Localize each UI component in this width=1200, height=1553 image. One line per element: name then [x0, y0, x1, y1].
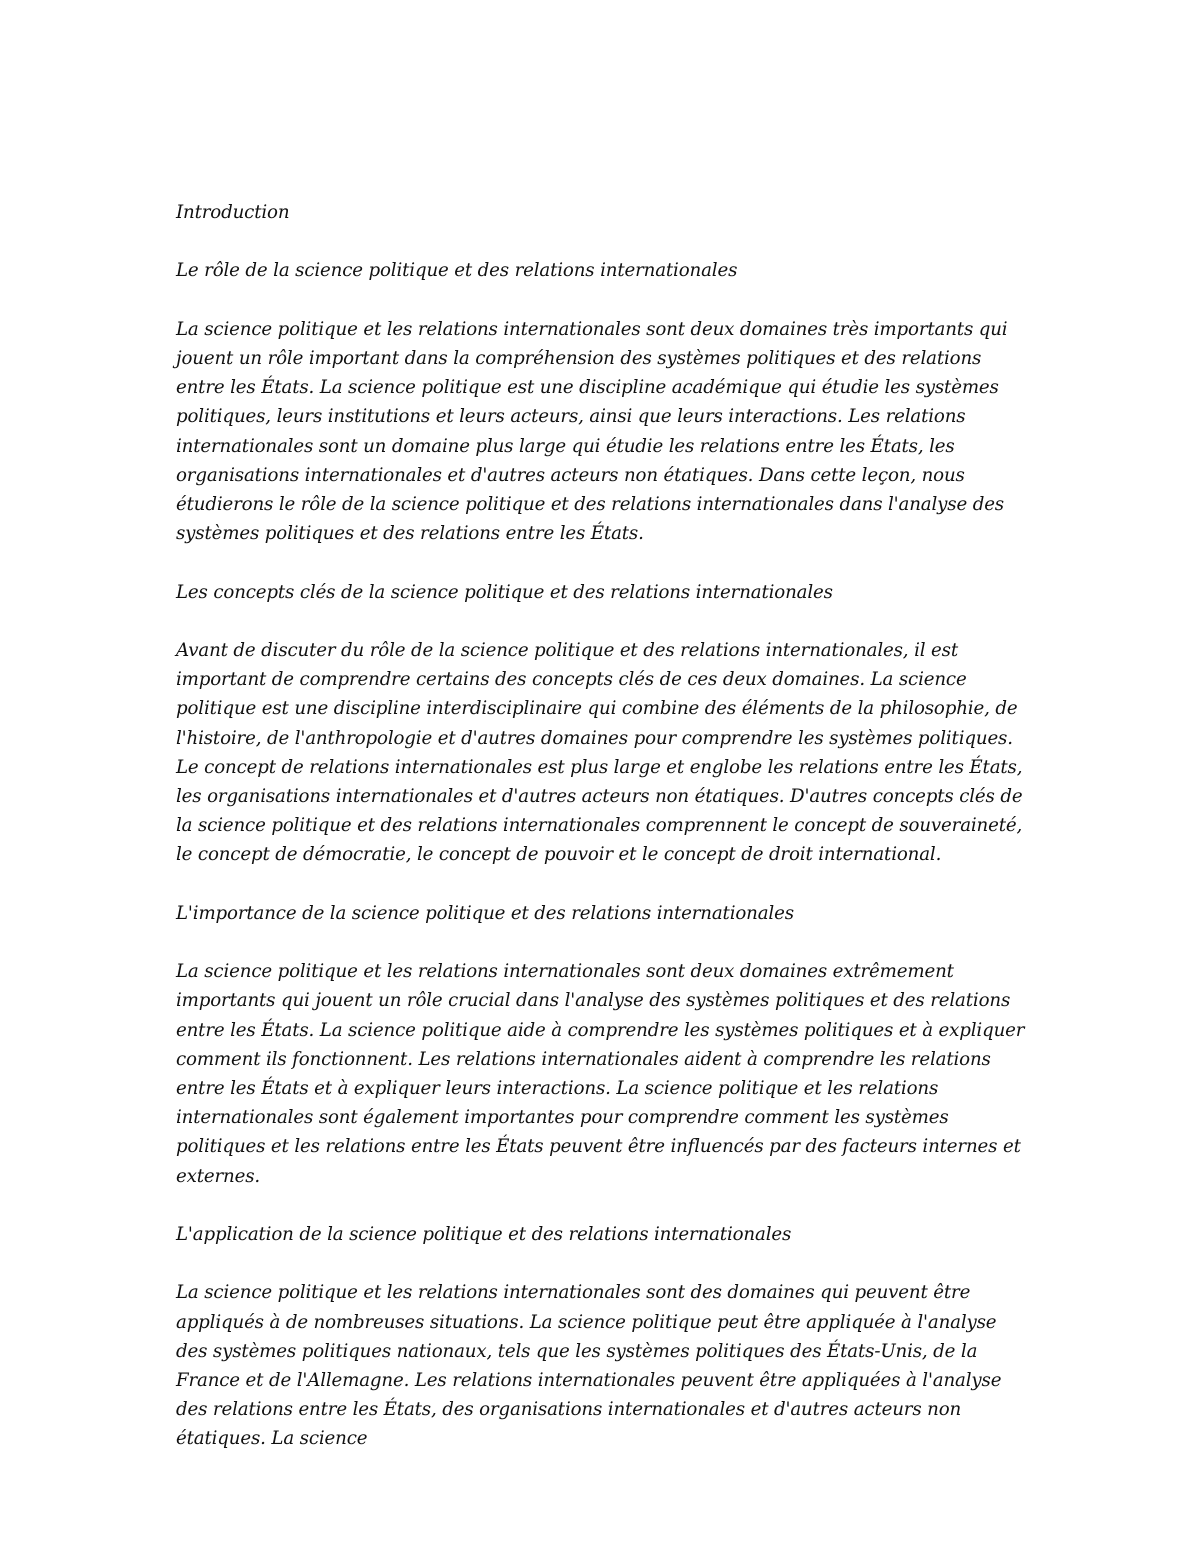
document-title: Introduction — [176, 202, 290, 223]
document-body — [176, 198, 1026, 1454]
section-heading-application: L'application de la science politique et des relations internationales — [176, 1224, 792, 1245]
section-heading-role: Le rôle de la science politique et des relations internationales — [176, 260, 738, 282]
section-heading-importance: L'importance de la science politique et des relations internationales — [176, 902, 794, 924]
section-paragraph-application: La science politique et les relations internationales sont des domaines qui peuvent être appliqués à de nombreuses situations. La science politique peut être appliquée à l'analyse des systèmes politiques nationaux, tels que les systèmes politiques des États-Unis, de la France et de l'Allemagne. Les relations internationales peuvent être appliquées à l'analyse des relations entre les États, des organisations internationales et d'autres acteurs non étatiques. La science — [176, 1282, 1002, 1450]
section-paragraph-role: La science politique et les relations internationales sont deux domaines très importants qui jouent un rôle important dans la compréhension des systèmes politiques et des relations entre les États. La science politique est une discipline académique qui étudie les systèmes politiques, leurs institutions et leurs acteurs, ainsi que leurs interactions. Les relations internationales sont un domaine plus large qui étudie les relations entre les États, les organisations internationales et d'autres acteurs non étatiques. Dans cette leçon, nous étudierons le rôle de la science politique et des relations internationales dans l'analyse des systèmes politiques et des relations entre les États. — [176, 318, 1008, 545]
section-heading-concepts: Les concepts clés de la science politique et des relations internationales — [176, 581, 833, 603]
section-paragraph-concepts: Avant de discuter du rôle de la science politique et des relations internationales, il est important de comprendre certains des concepts clés de ces deux domaines. La science politique est une discipline interdisciplinaire qui combine des éléments de la philosophie, de l'histoire, de l'anthropologie et d'autres domaines pour comprendre les systèmes politiques. Le concept de relations internationales est plus large et englobe les relations entre les États, les organisations internationales et d'autres acteurs non étatiques. D'autres concepts clés de la science politique et des relations internationales comprennent le concept de souveraineté, le concept de démocratie, le concept de pouvoir et le concept de droit international. — [176, 639, 1023, 866]
section-paragraph-importance: La science politique et les relations internationales sont deux domaines extrêmement importants qui jouent un rôle crucial dans l'analyse des systèmes politiques et des relations entre les États. La science politique aide à comprendre les systèmes politiques et à expliquer comment ils fonctionnent. Les relations internationales aident à comprendre les relations entre les États et à expliquer leurs interactions. La science politique et les relations internationales sont également importantes pour comprendre comment les systèmes politiques et les relations entre les États peuvent être influencés par des facteurs internes et externes. — [176, 961, 1025, 1187]
